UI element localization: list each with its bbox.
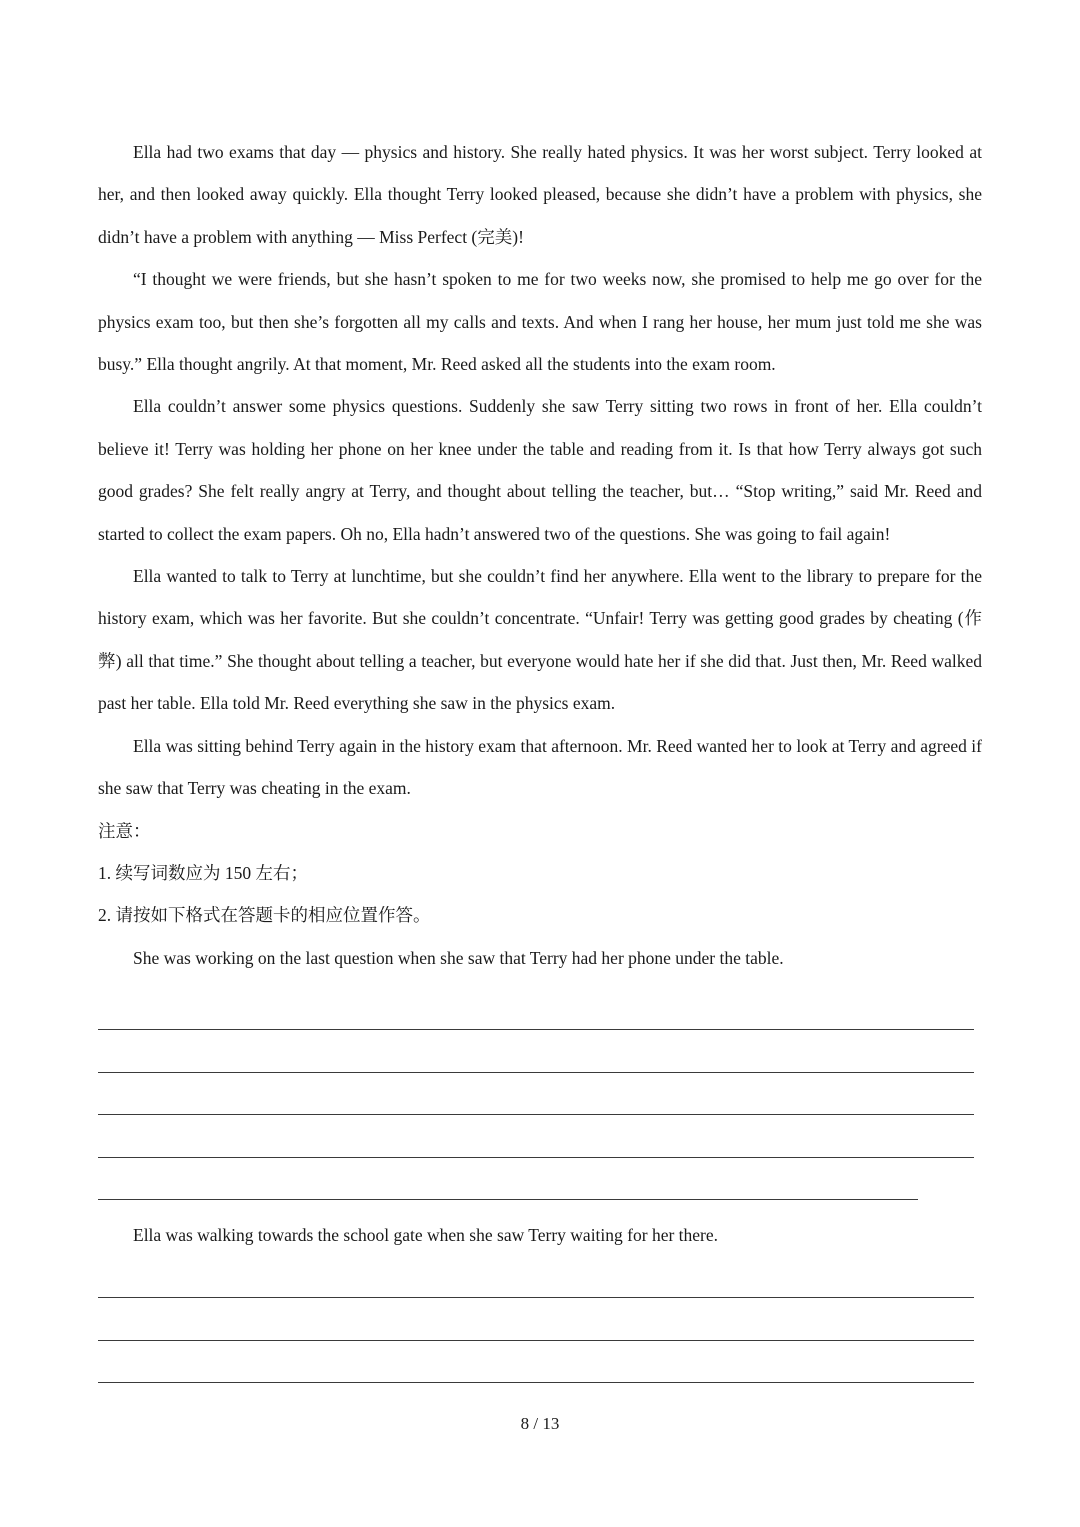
- story-paragraph-2: “I thought we were friends, but she hasn’t spoken to me for two weeks now, she promised to help me go over for the physics exam too, but then she’s forgotten all my calls and texts. And when I rang her house, her mum just told me she was busy.” Ella thought angrily. At that moment, Mr. Reed asked all the students into the exam room.: [98, 269, 982, 375]
- answer-line: [98, 1157, 974, 1158]
- answer-line: [98, 1072, 974, 1073]
- note-item-2: 2. 请按如下格式在答题卡的相应位置作答。: [98, 905, 431, 926]
- story-paragraph-4: Ella wanted to talk to Terry at lunchtime, but she couldn’t find her anywhere. Ella went to the library to prepare for the history exam, which was her favorite. But she couldn’t concentrate. “Unfair! Terry was getting good grades by cheating (作弊) all that time.” She thought about telling a teacher, but everyone would hate her if she did that. Just then, Mr. Reed walked past her table. Ella told Mr. Reed everything she saw in the physics exam.: [98, 566, 982, 714]
- continuation-prompt-1: She was working on the last question when she saw that Terry had her phone under the table.: [133, 947, 784, 968]
- continuation-prompt-2: Ella was walking towards the school gate when she saw Terry waiting for her there.: [133, 1225, 719, 1246]
- story-paragraph-3: Ella couldn’t answer some physics questions. Suddenly she saw Terry sitting two rows in front of her. Ella couldn’t believe it! Terry was holding her phone on her knee under the table and reading from it. Is that how Terry always got such good grades? She felt really angry at Terry, and thought about telling the teacher, but… “Stop writing,” said Mr. Reed and started to collect the exam papers. Oh no, Ella hadn’t answered two of the questions. She was going to fail again!: [98, 396, 982, 544]
- answer-line: [98, 1297, 974, 1298]
- story-paragraph-1: Ella had two exams that day — physics and history. She really hated physics. It was her worst subject. Terry looked at her, and then looked away quickly. Ella thought Terry looked pleased, because she didn’t have a problem with physics, she didn’t have a problem with anything — Miss Perfect (完美)!: [98, 142, 982, 247]
- answer-line: [98, 1340, 974, 1341]
- answer-line: [98, 1199, 918, 1200]
- answer-lines-1: [98, 979, 982, 1204]
- document-page: [98, 131, 982, 1397]
- answer-line: [98, 1382, 974, 1383]
- story-paragraph-5: Ella was sitting behind Terry again in the history exam that afternoon. Mr. Reed wanted her to look at Terry and agreed if she saw that Terry was cheating in the exam.: [98, 735, 982, 799]
- note-item-1: 1. 续写词数应为 150 左右；: [98, 862, 308, 883]
- answer-line: [98, 1029, 974, 1030]
- answer-line: [98, 1114, 974, 1115]
- page-number: 8 / 13: [520, 1414, 560, 1433]
- notes-title: 注意：: [98, 820, 151, 841]
- answer-lines-2: [98, 1257, 982, 1397]
